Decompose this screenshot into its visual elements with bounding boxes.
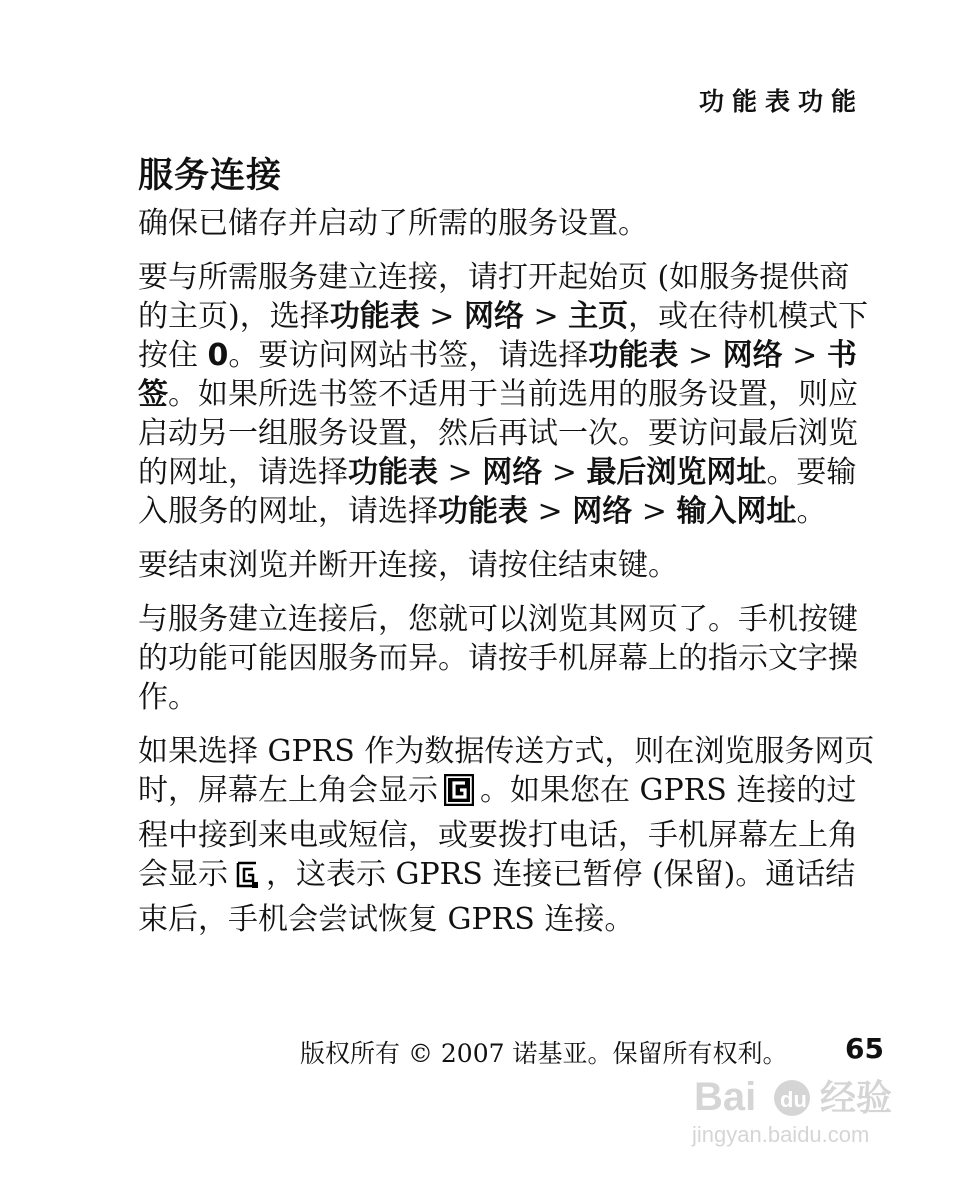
copyright-footer: 版权所有 © 2007 诺基亚。保留所有权利。 — [300, 1039, 788, 1068]
text: 。要输入服务的网址，请选择 — [138, 455, 857, 529]
gprs-active-icon — [444, 774, 474, 816]
text: 。要访问网站书签，请选择 — [228, 338, 589, 373]
menu-path-item: 网络 — [482, 455, 543, 490]
paragraph-connect — [138, 258, 876, 531]
paragraph-settings: 确保已储存并启动了所需的服务设置。 — [138, 206, 648, 241]
text: ，这表示 GPRS 连接已暂停 (保留)。通话结束后，手机会尝试恢复 GPRS 连接。 — [138, 857, 856, 937]
separator: > — [528, 494, 573, 529]
svg-text:Bai: Bai — [694, 1075, 757, 1119]
separator: > — [542, 455, 587, 490]
gprs-suspended-icon — [234, 860, 260, 900]
separator: > — [632, 494, 677, 529]
menu-path-item: 功能表 — [588, 338, 679, 373]
watermark-logo — [690, 1060, 940, 1150]
page-title: 服务连接 — [138, 156, 283, 196]
menu-path-item: 功能表 — [438, 494, 528, 529]
menu-path-item: 网络 — [722, 338, 783, 373]
paragraph-disconnect: 要结束浏览并断开连接，请按住结束键。 — [138, 548, 678, 583]
svg-text:jingyan.baidu.com: jingyan.baidu.com — [692, 1122, 870, 1147]
svg-text:du: du — [780, 1087, 807, 1112]
menu-path-item: 主页 — [568, 299, 629, 334]
text: 。 — [796, 494, 827, 529]
text: 要与所需服务建立连接，请打开起始页 (如服务提供商的主页)，选择 — [138, 260, 850, 334]
separator: > — [782, 338, 827, 373]
text: 。如果所选书签不适用于当前选用的服务设置，则应启动另一组服务设置，然后再试一次。要访问最后浏览的网址，请选择 — [138, 377, 858, 490]
menu-path-item: 功能表 — [329, 299, 420, 334]
paragraph-browsing: 与服务建立连接后，您就可以浏览其网页了。手机按键的功能可能因服务而异。请按手机屏幕上的指示文字操作。 — [138, 602, 858, 715]
menu-path-item: 输入网址 — [676, 494, 797, 529]
menu-path-item: 最后浏览网址 — [586, 455, 767, 490]
svg-text:经验: 经验 — [820, 1078, 893, 1119]
menu-path-item: 网络 — [572, 494, 633, 529]
separator: > — [523, 299, 569, 334]
separator: > — [678, 338, 723, 373]
text: 如果选择 GPRS 作为数据传送方式，则在浏览服务网页时，屏幕左上角会显示 — [138, 734, 875, 808]
paragraph-gprs — [138, 732, 876, 939]
key-name: 0 — [207, 338, 229, 373]
text: 。如果您在 GPRS 连接的过程中接到来电或短信，或要拨打电话，手机屏幕左上角会显示 — [138, 773, 858, 892]
page-number: 65 — [845, 1032, 884, 1065]
separator: > — [438, 455, 483, 490]
text: ，或在待机模式下按住 — [138, 299, 869, 373]
menu-path-item: 功能表 — [348, 455, 438, 490]
menu-path-item: 书签 — [138, 338, 857, 412]
section-header: 功能表功能 — [698, 87, 864, 116]
body-content — [138, 204, 876, 954]
menu-path-item: 网络 — [463, 299, 524, 334]
separator: > — [419, 299, 464, 334]
